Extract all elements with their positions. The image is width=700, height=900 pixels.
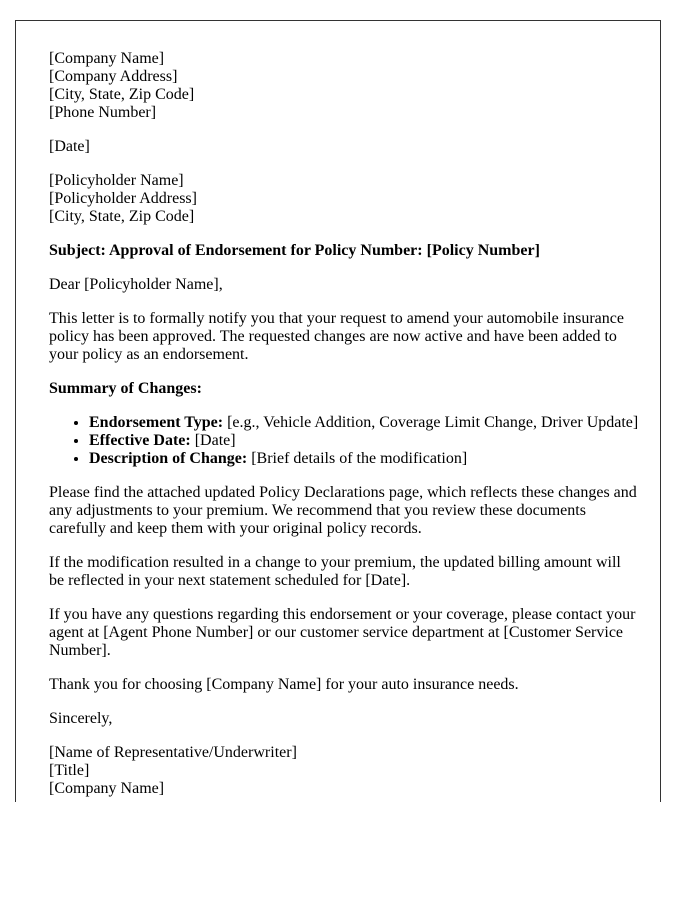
sender-phone-number: [Phone Number] [49,104,157,121]
recipient-city-state-zip: [City, State, Zip Code] [49,208,195,225]
recipient-name: [Policyholder Name] [49,172,184,189]
recipient-block [49,172,639,226]
sender-company-name: [Company Name] [49,50,165,67]
attached-paragraph: Please find the attached updated Policy Declarations page, which reflects these changes and any adjustments to your premium. We recommend that you review these documents carefully and keep them with your original policy records. [49,484,637,537]
summary-item-endorsement-type [89,414,639,432]
summary-item-value: [Date] [190,432,236,449]
intro-paragraph: This letter is to formally notify you that your request to amend your automobile insurance policy has been approved. The requested changes are now active and have been added to your policy as an endorsement. [49,310,624,363]
billing-paragraph: If the modification resulted in a change to your premium, the updated billing amount will be reflected in your next statement scheduled for [Date]. [49,554,621,589]
summary-item-value: [Brief details of the modification] [247,450,468,467]
signature-title: [Title] [49,762,90,779]
signature-company: [Company Name] [49,780,165,797]
subject-line: Subject: Approval of Endorsement for Policy Number: [Policy Number] [49,242,540,259]
letter-date: [Date] [49,138,90,155]
recipient-address: [Policyholder Address] [49,190,197,207]
questions-paragraph: If you have any questions regarding this endorsement or your coverage, please contact your agent at [Agent Phone Number] or our customer service department at [Customer Service Number]. [49,606,636,659]
signature-name: [Name of Representative/Underwriter] [49,744,297,761]
summary-item-label: Endorsement Type: [89,414,224,431]
summary-list [49,414,639,468]
document-page [15,20,661,802]
summary-heading: Summary of Changes: [49,380,202,397]
sender-company-address: [Company Address] [49,68,178,85]
sender-block [49,50,639,122]
summary-item-label: Effective Date: [89,432,191,449]
thanks-paragraph: Thank you for choosing [Company Name] for your auto insurance needs. [49,676,519,693]
sender-city-state-zip: [City, State, Zip Code] [49,86,195,103]
summary-item-effective-date [89,432,639,450]
summary-item-value: [e.g., Vehicle Addition, Coverage Limit Change, Driver Update] [223,414,639,431]
closing: Sincerely, [49,710,113,727]
summary-item-label: Description of Change: [89,450,248,467]
signature-block [49,744,639,798]
letter-body [49,50,639,802]
summary-item-description [89,450,639,468]
salutation: Dear [Policyholder Name], [49,276,223,293]
